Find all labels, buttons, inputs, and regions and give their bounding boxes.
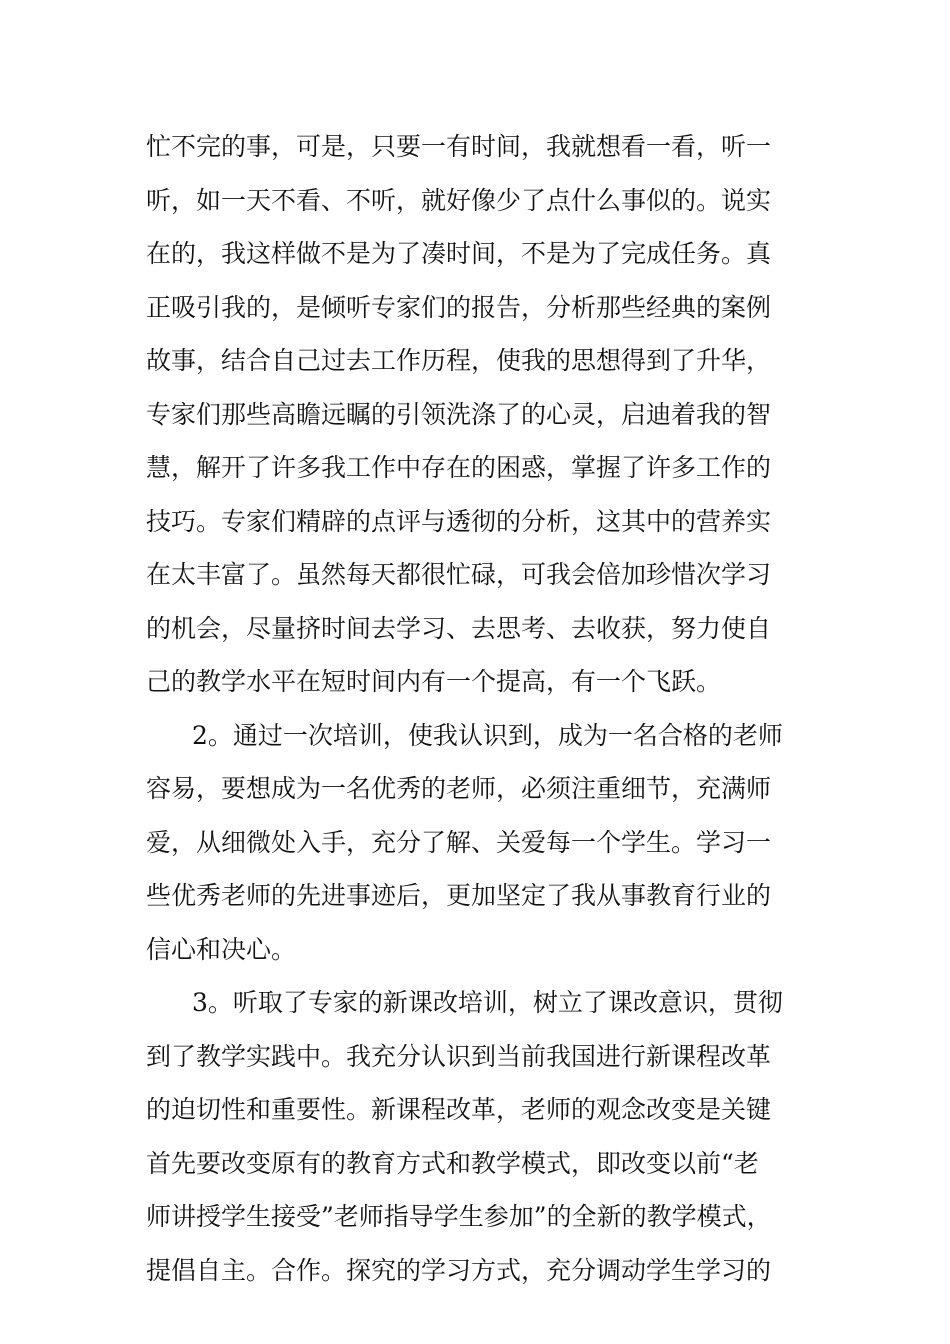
text-line: 提倡自主。合作。探究的学习方式，充分调动学生学习的 <box>146 1255 772 1285</box>
text-line: 些优秀老师的先进事迹后，更加坚定了我从事教育行业的 <box>146 881 772 910</box>
text-line: 在太丰富了。虽然每天都很忙碌，可我会倍加珍惜次学习 <box>146 560 772 589</box>
paragraph-start-line: 3。听取了专家的新课改培训，树立了课改意识，贯彻 <box>192 988 783 1017</box>
text-line: 师讲授学生接受”老师指导学生参加”的全新的教学模式， <box>146 1202 772 1231</box>
text-line: 爱，从细微处入手，充分了解、关爱每一个学生。学习一 <box>146 827 772 857</box>
text-line: 慧，解开了许多我工作中存在的困惑，掌握了许多工作的 <box>146 453 772 482</box>
text-line: 听，如一天不看、不听，就好像少了点什么事似的。说实 <box>146 185 772 215</box>
text-line: 首先要改变原有的教育方式和教学模式，即改变以前“老 <box>146 1148 759 1178</box>
text-line: 到了教学实践中。我充分认识到当前我国进行新课程改革 <box>146 1041 772 1071</box>
text-line: 的迫切性和重要性。新课程改革，老师的观念改变是关键 <box>146 1095 772 1124</box>
text-line: 故事，结合自己过去工作历程，使我的思想得到了升华， <box>146 346 772 375</box>
text-line: 专家们那些高瞻远瞩的引领洗涤了的心灵，启迪着我的智 <box>146 399 772 429</box>
text-line: 信心和决心。 <box>146 934 297 964</box>
text-line: 的机会，尽量挤时间去学习、去思考、去收获，努力使自 <box>146 613 772 643</box>
document-body <box>146 120 816 1297</box>
text-line: 在的，我这样做不是为了凑时间，不是为了完成任务。真 <box>146 239 772 268</box>
text-line: 忙不完的事，可是，只要一有时间，我就想看一看，听一 <box>146 132 772 161</box>
text-line: 己的教学水平在短时间内有一个提高，有一个飞跃。 <box>146 667 722 696</box>
paragraph-start-line: 2。通过一次培训，使我认识到，成为一名合格的老师 <box>192 720 783 750</box>
text-line: 技巧。专家们精辟的点评与透彻的分析，这其中的营养实 <box>146 506 772 536</box>
text-line: 容易，要想成为一名优秀的老师，必须注重细节，充满师 <box>146 774 772 803</box>
text-line: 正吸引我的，是倾听专家们的报告，分析那些经典的案例 <box>146 292 772 322</box>
